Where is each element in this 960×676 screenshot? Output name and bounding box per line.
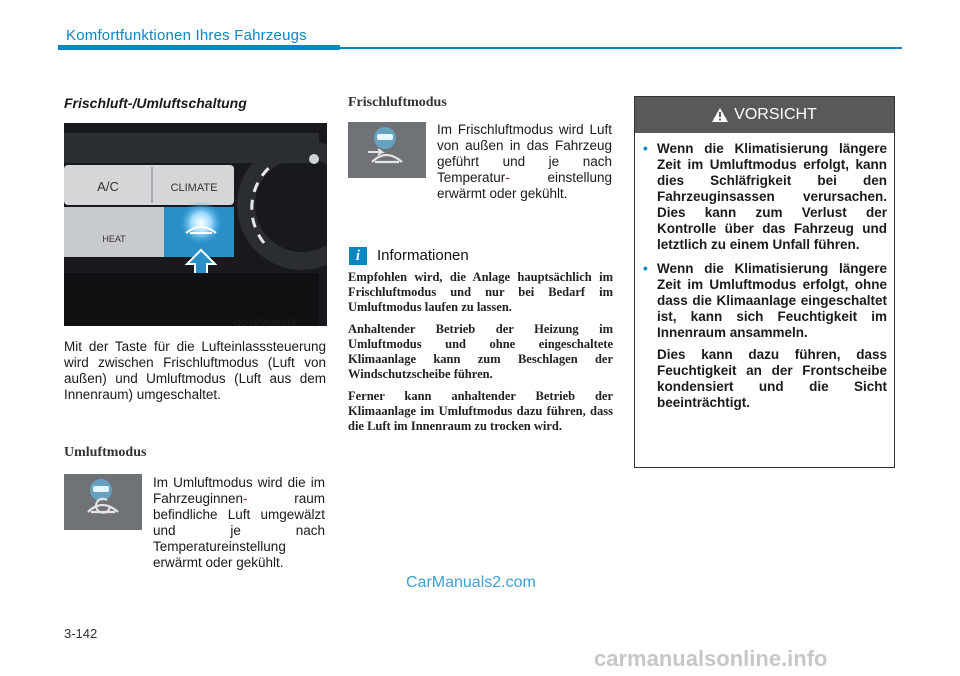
caution-header <box>635 97 894 133</box>
caution-box <box>634 96 895 468</box>
info-heading: Informationen <box>377 247 469 264</box>
intro-paragraph: Mit der Taste für die Lufteinlasssteuerung wird zwischen Frischluftmodus (Luft von außen) und Umluftmodus (Luft aus dem Innenraum) umgeschaltet. <box>64 339 326 402</box>
page-number: 3-142 <box>64 626 98 641</box>
info-paragraph: Empfohlen wird, die Anlage hauptsächlich im Frischluftmodus und nur bei Bedarf im Umluftmodus laufen zu lassen. <box>348 270 613 314</box>
header-bar-thin <box>340 47 902 49</box>
footer-watermark: carmanualsonline.info <box>594 646 828 671</box>
info-paragraph: Anhaltender Betrieb der Heizung im Umluftmodus und ohne eingeschaltete Klimaanlage kann zum Beschlagen der Windschutzscheibe führen. <box>348 322 613 381</box>
info-body <box>348 270 613 441</box>
recirculation-button-icon <box>64 474 142 530</box>
section-title: Frischluft-/Umluftschaltung <box>64 95 247 111</box>
caution-body <box>643 141 887 419</box>
caution-item: • Wenn die Klimatisierung längere Zeit im Umluftmodus erfolgt, kann dies Schläfrigkeit bei den Fahrzeuginsassen verursachen. Dies kann zum Verlust der Kontrolle über das Fahrzeug und letztlich zu einem Unfall führen. <box>643 141 887 252</box>
climate-label: CLIMATE <box>170 182 218 194</box>
climate-control-photo <box>64 123 327 326</box>
bullet-icon: • <box>643 261 648 276</box>
heat-label: HEAT <box>102 234 126 244</box>
caution-item-extra: Dies kann dazu führen, dass Feuchtigkeit an der Frontscheibe kondensiert und die Sicht beeinträchtigt. <box>657 347 887 410</box>
info-paragraph: Ferner kann anhaltender Betrieb der Klimaanlage im Umluftmodus dazu führen, dass die Luft im Innenraum zu trocken wird. <box>348 389 613 433</box>
fresh-air-button-icon <box>348 122 426 178</box>
bullet-icon: • <box>643 141 648 156</box>
ac-label: A/C <box>97 179 119 194</box>
header-bar-thick <box>58 45 340 50</box>
watermark-link[interactable]: CarManuals2.com <box>406 574 536 591</box>
umluft-text: Im Umluftmodus wird die im Fahrzeuginnen- raum befindliche Luft umgewälzt und je nach Temperatureinstellung erwärmt oder gekühlt. <box>153 475 325 570</box>
frischluft-text: Im Frischluftmodus wird Luft von außen in das Fahrzeug geführt und je nach Temperatur- einstellung erwärmt oder gekühlt. <box>437 122 612 201</box>
photo-code: OOSEV048315 <box>234 318 297 328</box>
umluft-heading: Umluftmodus <box>64 445 147 460</box>
caution-item: • Wenn die Klimatisierung längere Zeit im Umluftmodus erfolgt, ohne dass die Klimaanlage eingeschaltet ist, kann sich Feuchtigkeit im Innenraum ansammeln. Dies kann dazu führen, dass Feuchtigkeit an der Frontscheibe kondensiert und die Sicht beeinträchtigt. <box>643 261 887 410</box>
info-icon: i <box>349 247 367 265</box>
warning-icon <box>712 108 728 122</box>
chapter-title: Komfortfunktionen Ihres Fahrzeugs <box>66 27 307 44</box>
caution-heading: VORSICHT <box>734 106 817 123</box>
frischluft-heading: Frischluftmodus <box>348 95 447 110</box>
